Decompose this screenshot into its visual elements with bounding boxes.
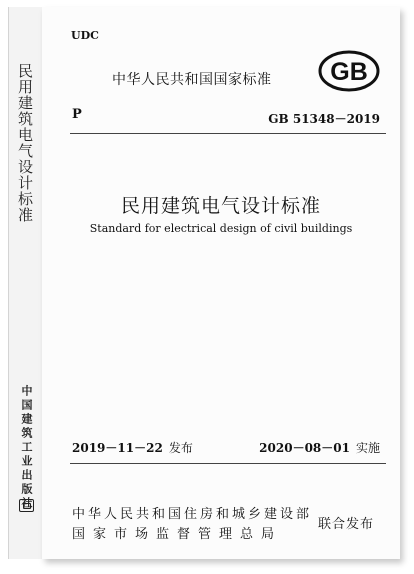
issuer-administration: 国家市场监督管理总局 — [72, 527, 283, 542]
udc-label: UDC — [71, 29, 99, 42]
classification-code: P — [72, 107, 82, 122]
issue-date-block — [72, 439, 193, 456]
joint-issue-label: 联合发布 — [318, 517, 375, 532]
issue-date: 2019－11－22 — [72, 441, 163, 455]
book-cover — [42, 7, 400, 559]
publisher-logo-icon — [19, 499, 34, 512]
gb-logo-text: GB — [330, 58, 368, 86]
issue-label: 发布 — [168, 441, 193, 455]
effective-date-block — [259, 439, 380, 456]
title-english: Standard for electrical design of civil buildings — [89, 222, 353, 235]
book-spine — [8, 7, 44, 559]
spine-publisher: 中国建筑工业出版社 — [20, 385, 33, 511]
title-chinese: 民用建筑电气设计标准 — [120, 195, 321, 217]
gb-logo-icon — [318, 50, 380, 92]
spine-title: 民用建筑电气设计标准 — [16, 63, 34, 223]
effective-label: 实施 — [355, 441, 380, 455]
top-divider — [70, 133, 386, 134]
effective-date: 2020－08－01 — [259, 441, 350, 455]
issuer-ministry: 中华人民共和国住房和城乡建设部 — [72, 507, 313, 522]
book — [8, 7, 400, 559]
bottom-divider — [70, 463, 386, 464]
standard-number: GB 51348－2019 — [268, 112, 380, 126]
standard-header: 中华人民共和国国家标准 — [112, 72, 272, 88]
